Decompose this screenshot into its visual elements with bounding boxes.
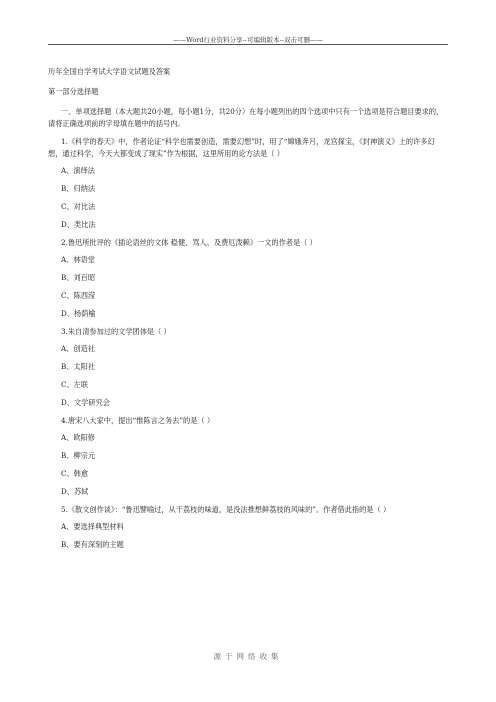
question-text: 5.《散文创作谈》：“鲁迅譬喻过，从干荔枝的味道，是没法推想鲜荔枝的风味的”。作者借此指的是（ ） bbox=[61, 505, 391, 514]
page-footer: 源于网络收集 bbox=[213, 652, 283, 661]
question-text: 3.朱自清参加过的文学团体是（ ） bbox=[61, 327, 171, 336]
answer-option: A、要选择典型材料 bbox=[61, 522, 124, 531]
answer-option: A、创造社 bbox=[61, 344, 95, 353]
document-body bbox=[48, 66, 448, 557]
answer-option: B、刘百昭 bbox=[61, 273, 96, 282]
answer-option: C、左联 bbox=[61, 380, 89, 389]
answer-option: A、演绎法 bbox=[61, 166, 95, 175]
answer-option: C、韩愈 bbox=[61, 469, 89, 478]
answer-option: D、文学研究会 bbox=[61, 398, 110, 407]
page-header: ——Word行业资料分享--可编辑版本--双击可删—— bbox=[173, 36, 323, 44]
answer-option: D、苏轼 bbox=[61, 487, 89, 496]
section-heading: 第一部分选择题 bbox=[48, 87, 99, 96]
answer-option: B、要有深刻的主题 bbox=[61, 540, 124, 549]
header-divider bbox=[48, 44, 448, 45]
question-list bbox=[48, 136, 448, 550]
answer-option: C、陈西滢 bbox=[61, 291, 96, 300]
answer-option: D、类比法 bbox=[61, 220, 96, 229]
answer-option: D、杨荫榆 bbox=[61, 309, 96, 318]
answer-option: C、对比法 bbox=[61, 202, 96, 211]
answer-option: B、太阳社 bbox=[61, 362, 96, 371]
answer-option: B、归纳法 bbox=[61, 184, 96, 193]
answer-option: A、欧阳修 bbox=[61, 433, 95, 442]
question-text: 2.鲁迅所批评的《插论语丝的文体 稳健、骂人、及费厄泼赖》一文的作者是（ ） bbox=[61, 238, 317, 247]
instruction-paragraph: 一、单项选择题（本大题共20小题，每小题1分，共20分）在每小题列出的四个选项中只有一个选项是符合题目要求的，请将正确选项前的字母填在题中的括号内。 bbox=[48, 107, 444, 128]
question-text: 1.《科学的春天》中，作者论证“科学也需要创造，需要幻想”时，用了“嫦娥奔月，龙宫探宝，《封神演义》上的许多幻想，通过科学，今天大都变成了现实”作为根据，这里所用的论方法是（ ） bbox=[48, 137, 435, 158]
document-title: 历年全国自学考试大学语文试题及答案 bbox=[48, 67, 171, 76]
answer-option: B、柳宗元 bbox=[61, 451, 96, 460]
answer-option: A、林语堂 bbox=[61, 255, 95, 264]
question-text: 4.唐宋八大家中，提出“惟陈言之务去”的是（ ） bbox=[61, 416, 215, 425]
